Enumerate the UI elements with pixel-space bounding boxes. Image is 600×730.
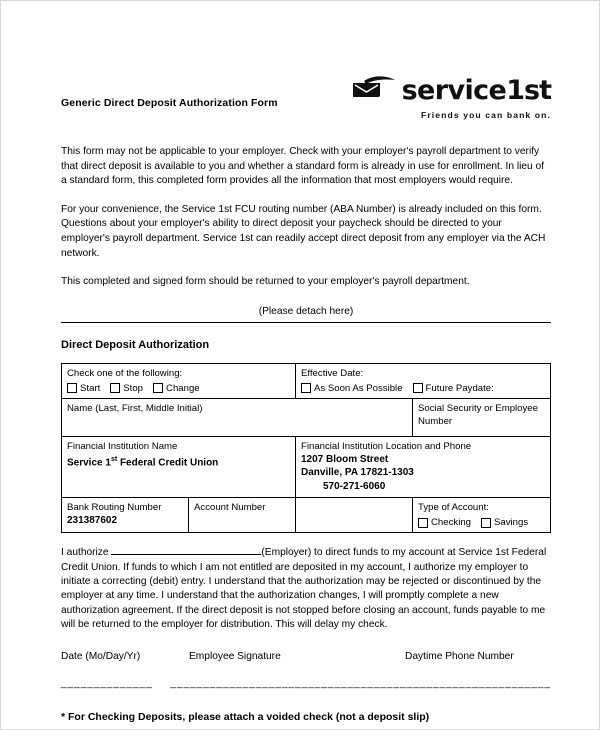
label-checking: Checking bbox=[431, 517, 471, 529]
logo-word-service: service bbox=[401, 74, 507, 106]
authorization-paragraph bbox=[61, 544, 551, 632]
signature-line-row bbox=[61, 678, 551, 689]
checkbox-future-paydate[interactable] bbox=[413, 383, 423, 393]
institution-name-sup: st bbox=[110, 455, 118, 463]
cell-name[interactable] bbox=[62, 398, 413, 436]
institution-location-label: Financial Institution Location and Phone bbox=[301, 440, 472, 452]
label-asap: As Soon As Possible bbox=[314, 382, 403, 394]
signature-label: Employee Signature bbox=[189, 650, 281, 662]
account-type-options bbox=[418, 517, 545, 528]
effective-date-label: Effective Date: bbox=[301, 367, 364, 379]
checkbox-asap[interactable] bbox=[301, 383, 311, 393]
institution-name-value bbox=[67, 453, 290, 470]
logo-tagline: Friends you can bank on. bbox=[420, 110, 551, 120]
cell-institution-location bbox=[296, 436, 551, 498]
routing-label: Bank Routing Number bbox=[67, 502, 162, 514]
logo-wordmark bbox=[401, 74, 551, 106]
label-change: Change bbox=[166, 382, 200, 394]
detach-note: (Please detach here) bbox=[258, 305, 354, 317]
footnote: * For Checking Deposits, please attach a voided check (not a deposit slip) bbox=[61, 710, 430, 723]
routing-value: 231387602 bbox=[67, 515, 118, 527]
authorization-text-start: I authorize bbox=[61, 547, 112, 559]
effective-date-options bbox=[301, 383, 545, 394]
cell-spacer bbox=[296, 498, 413, 533]
intro-paragraph-3: This completed and signed form should be returned to your employer's payroll department. bbox=[61, 276, 470, 288]
ssn-label: Social Security or Employee Number bbox=[418, 402, 538, 427]
signature-label-row bbox=[61, 651, 551, 662]
direct-deposit-table bbox=[61, 363, 551, 534]
table-row-institution bbox=[62, 436, 551, 498]
date-line[interactable]: ______________ bbox=[61, 677, 153, 689]
check-one-label: Check one of the following: bbox=[67, 367, 183, 379]
institution-address-line1: 1207 Bloom Street bbox=[301, 453, 389, 465]
label-future-paydate: Future Paydate: bbox=[425, 382, 494, 394]
authorization-text-end: (Employer) to direct funds to my account at Service 1st Federal Credit Union. If funds to which I am not entitled are deposited in my account, I authorize my employer to initiate a correcting (debit) entry. I understand that the authorization may be rejected or discontinued by the employer at any time. I understand that the authorization changes, I will promptly complete a new authorization agreement. If the direct deposit is not stopped before closing an account, funds payable to me will be returned to the employer for distribution. This will delay my check. bbox=[61, 547, 547, 631]
brand-logo bbox=[327, 71, 551, 120]
cell-account-type bbox=[413, 498, 551, 533]
cell-institution-name bbox=[62, 436, 296, 498]
date-label: Date (Mo/Day/Yr) bbox=[61, 650, 141, 662]
phone-line[interactable]: _____________________________ bbox=[360, 677, 551, 689]
table-row-check-effective bbox=[62, 363, 551, 398]
institution-phone: 570-271-6060 bbox=[323, 480, 386, 492]
institution-address-line2: Danville, PA 17821-1303 bbox=[301, 467, 414, 479]
checkbox-change[interactable] bbox=[153, 383, 163, 393]
label-stop: Stop bbox=[123, 382, 144, 394]
cell-effective-date bbox=[296, 363, 551, 398]
checkbox-savings[interactable] bbox=[481, 518, 491, 528]
section-title: Direct Deposit Authorization bbox=[61, 338, 210, 351]
cell-check-one bbox=[62, 363, 296, 398]
checkbox-start[interactable] bbox=[67, 383, 77, 393]
logo-line bbox=[327, 75, 551, 105]
cell-account-number[interactable] bbox=[189, 498, 296, 533]
employer-name-input[interactable] bbox=[111, 544, 261, 555]
logo-word-number: 1st bbox=[506, 74, 551, 106]
header bbox=[61, 71, 551, 123]
intro-paragraph-2: For your convenience, the Service 1st FCU routing number (ABA Number) is already included on this form. Questions about your employer's ability to direct deposit your paycheck should be directed to your employer's payroll department. Service 1st can readily accept direct deposit from any employer via the ACH network. bbox=[61, 203, 546, 259]
phone-label: Daytime Phone Number bbox=[405, 650, 514, 662]
detach-note-wrap bbox=[61, 306, 551, 317]
page-title: Generic Direct Deposit Authorization Form bbox=[61, 97, 278, 109]
table-row-name-ssn bbox=[62, 398, 551, 436]
label-savings: Savings bbox=[494, 517, 529, 529]
name-label: Name (Last, First, Middle Initial) bbox=[67, 402, 203, 414]
cell-ssn[interactable] bbox=[413, 398, 551, 436]
institution-name-suffix: Federal Credit Union bbox=[117, 457, 219, 469]
swoosh-card-icon bbox=[350, 75, 396, 105]
cell-routing-number bbox=[62, 498, 189, 533]
form-sheet bbox=[23, 23, 579, 723]
table-row-routing-account bbox=[62, 498, 551, 533]
intro-paragraph-1: This form may not be applicable to your employer. Check with your employer's payroll department to verify that direct deposit is available to you and whether a standard form is already in use for enrollment. In lieu of a standard form, this completed form provides all the information that most employers would require. bbox=[61, 146, 545, 187]
label-start: Start bbox=[80, 382, 101, 394]
signature-line[interactable]: _____________________________ bbox=[170, 677, 361, 689]
account-label: Account Number bbox=[194, 502, 266, 514]
detach-divider bbox=[61, 322, 551, 323]
check-one-options bbox=[67, 383, 290, 394]
checkbox-checking[interactable] bbox=[418, 518, 428, 528]
checkbox-stop[interactable] bbox=[110, 383, 120, 393]
form-content bbox=[61, 71, 551, 723]
institution-name-label: Financial Institution Name bbox=[67, 440, 178, 452]
account-type-label: Type of Account: bbox=[418, 502, 489, 514]
institution-name-prefix: Service 1 bbox=[67, 457, 111, 469]
